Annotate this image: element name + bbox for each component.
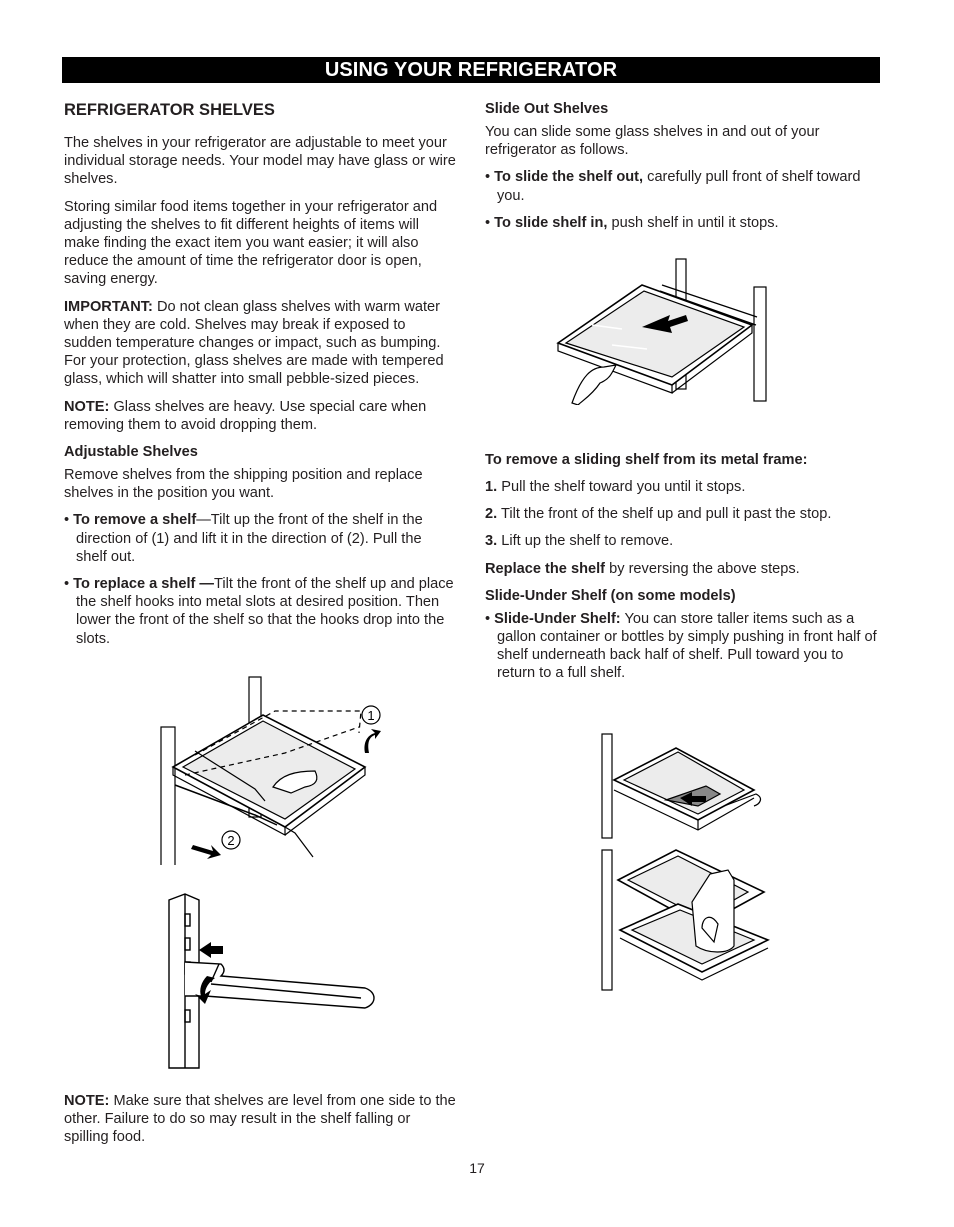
page-number: 17 — [469, 1160, 485, 1176]
level-shelves-note — [64, 1092, 456, 1147]
note-text: Glass shelves are heavy. Use special care when removing them to avoid dropping them. — [64, 398, 427, 433]
adjustable-heading: Adjustable Shelves — [64, 444, 198, 461]
remove-sliding-section — [485, 451, 883, 692]
slide-under-item: • Slide-Under Shelf: You can store taller items such as a gallon container or bottles by simply pushing in front half of shelf underneath back half of shelf. Pull toward you to return to a full shelf. — [485, 610, 877, 682]
step-1-number: 1. — [485, 479, 498, 495]
section-heading: REFRIGERATOR SHELVES — [64, 101, 275, 119]
step-3 — [485, 532, 883, 550]
slide-out-intro: You can slide some glass shelves in and out of your refrigerator as follows. — [485, 124, 820, 159]
bracket-detail-illustration — [165, 892, 380, 1072]
slide-under-shelf-illustration — [598, 732, 778, 994]
remove-label: To remove a shelf — [73, 512, 197, 529]
right-column — [485, 100, 883, 241]
slide-in-label: To slide shelf in, — [494, 214, 608, 231]
slide-out-heading: Slide Out Shelves — [485, 101, 609, 117]
slide-under-text: You can store taller items such as a gallon container or bottles by simply pushing in front half of shelf underneath back half of shelf. Pull toward you to return to a full shelf. — [497, 610, 877, 682]
note-paragraph — [64, 398, 456, 434]
slide-out-shelf-illustration — [552, 255, 772, 405]
step-3-number: 3. — [485, 533, 498, 550]
replace-shelf-item: • To replace a shelf —Tilt the front of the shelf up and place the shelf hooks into metal slots at desired position. Then lower the front of the shelf so that the hooks drop into the slots. — [64, 576, 454, 647]
slide-under-label: Slide-Under Shelf: — [494, 610, 621, 627]
step-2-number: 2. — [485, 506, 498, 523]
remove-shelf-item: • To remove a shelf—Tilt up the front of the shelf in the direction of (1) and lift it in the direction of (2). Pull the shelf out. — [64, 512, 423, 565]
section-banner: USING YOUR REFRIGERATOR — [62, 57, 880, 83]
callout-1: 1 — [367, 708, 375, 723]
slide-out-item: • To slide the shelf out, carefully pull front of shelf toward you. — [485, 169, 861, 204]
slide-in-item: • To slide shelf in, push shelf in until it stops. — [485, 214, 779, 231]
adjustable-intro: Remove shelves from the shipping position and replace shelves in the position you want. — [64, 467, 423, 502]
step-1-text: Pull the shelf toward you until it stops. — [497, 479, 746, 495]
replace-text: Tilt the front of the shelf up and place the shelf hooks into metal slots at desired position. Then lower the front of the shelf so that the hooks drop into the slots. — [76, 576, 454, 647]
important-label: IMPORTANT: — [64, 298, 153, 315]
slide-under-heading: Slide-Under Shelf (on some models) — [485, 587, 736, 604]
step-2 — [485, 505, 883, 523]
step-2-text: Tilt the front of the shelf up and pull it past the stop. — [497, 506, 832, 523]
slide-out-label: To slide the shelf out, — [494, 169, 644, 186]
important-text: Do not clean glass shelves with warm water when they are cold. Shelves may break if exposed to sudden temperature changes or impact, such as bumping. For your protection, glass shelves are made with tempered glass, which will shatter into small pebble-sized pieces. — [64, 298, 444, 388]
note-label: NOTE: — [64, 398, 110, 415]
remove-shelf-illustration — [155, 675, 395, 865]
replace-shelf-paragraph — [485, 560, 883, 578]
replace-shelf-label: Replace the shelf — [485, 560, 606, 577]
callout-2: 2 — [227, 833, 235, 848]
intro-paragraph: The shelves in your refrigerator are adjustable to meet your individual storage needs. Your model may have glass or wire shelves. — [64, 135, 456, 188]
step-3-text: Lift up the shelf to remove. — [497, 533, 674, 550]
storage-paragraph: Storing similar food items together in your refrigerator and adjusting the shelves to fit different heights of items will make finding the exact item you want easier; it will also reduce the amount of time the refrigerator door is open, saving energy. — [64, 198, 438, 288]
slide-in-text: push shelf in until it stops. — [607, 214, 779, 231]
important-paragraph — [64, 298, 456, 389]
left-column — [64, 100, 456, 657]
remove-text: —Tilt up the front of the shelf in the direction of (1) and lift it in the direction of (2). Pull the shelf out. — [76, 512, 423, 565]
step-1 — [485, 478, 883, 496]
bottom-note-text: Make sure that shelves are level from one side to the other. Failure to do so may result in the shelf falling or spilling food. — [64, 1093, 456, 1146]
remove-sliding-heading: To remove a sliding shelf from its metal frame: — [485, 452, 808, 468]
bottom-note-label: NOTE: — [64, 1093, 110, 1109]
slide-out-text: carefully pull front of shelf toward you. — [497, 169, 861, 204]
replace-label: To replace a shelf — — [73, 576, 215, 593]
replace-shelf-text: by reversing the above steps. — [605, 560, 800, 577]
